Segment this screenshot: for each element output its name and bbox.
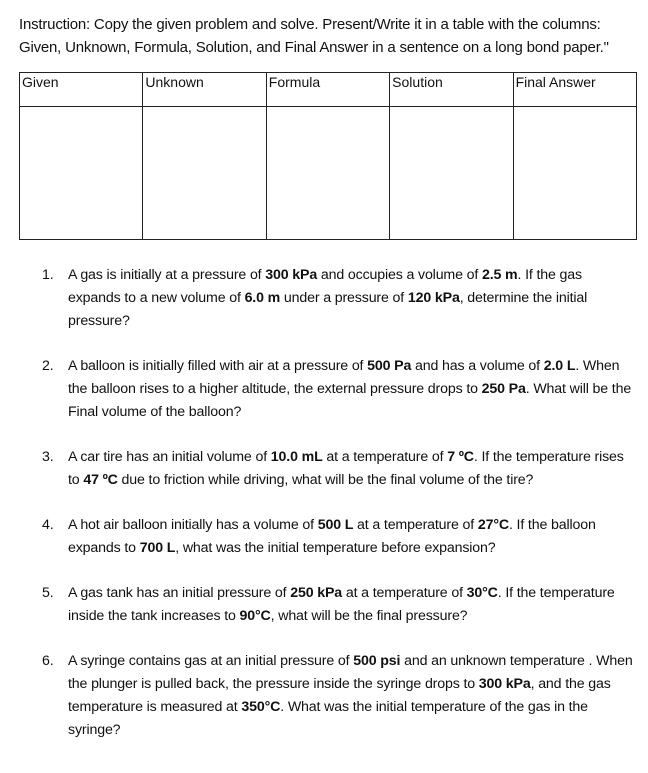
problem-text	[68, 517, 596, 556]
problem-text-segment: . If the gas expands to a new volume of	[68, 267, 582, 306]
problem-text-segment: and occupies a volume of	[317, 267, 482, 283]
problem-number: 1.	[42, 267, 54, 283]
problem-text-segment: . If the temperature rises to	[68, 449, 624, 488]
problem-value: 90°C	[239, 608, 271, 624]
problem-text-segment: under a pressure of	[280, 290, 408, 306]
problem-text-segment: at a temperature of	[342, 585, 467, 601]
problem-text-segment: A syringe contains gas at an initial pressure of	[68, 653, 354, 669]
problem-value: 500 L	[317, 517, 354, 533]
column-header-given: Given	[20, 73, 143, 107]
problem-item	[42, 650, 638, 742]
problem-text-segment: and an unknown temperature . When the plunger is pulled back, the pressure inside the syringe drops to	[68, 653, 633, 692]
problem-value: 7 ºC	[447, 449, 474, 465]
problem-number: 4.	[42, 517, 54, 533]
problem-value: 500 Pa	[367, 358, 412, 374]
problem-text-segment: . What will be the Final volume of the balloon?	[68, 381, 632, 420]
problem-text	[68, 449, 624, 488]
column-header-solution: Solution	[390, 73, 513, 107]
problem-text	[68, 267, 587, 329]
problem-text-segment: at a temperature of	[353, 517, 478, 533]
table-empty-row	[20, 107, 637, 240]
cell-given	[20, 107, 143, 240]
cell-formula	[266, 107, 389, 240]
problem-text-segment: A balloon is initially filled with air at a pressure of	[68, 358, 368, 374]
problem-item	[42, 264, 638, 333]
problem-value: 700 L	[139, 540, 176, 556]
problem-text-segment: , determine the initial pressure?	[68, 290, 588, 329]
problem-list	[42, 264, 638, 742]
problem-text-segment: at a temperature of	[322, 449, 448, 465]
problem-text-segment: and has a volume of	[411, 358, 544, 374]
problem-value: 47 ºC	[83, 472, 118, 488]
problem-value: 10.0 mL	[270, 449, 323, 465]
problem-text-segment: A gas is initially at a pressure of	[68, 267, 266, 283]
problem-value: 2.5 m	[481, 267, 518, 283]
problem-value: 6.0 m	[244, 290, 281, 306]
answer-table	[19, 72, 637, 240]
problem-text-segment: A gas tank has an initial pressure of	[68, 585, 291, 601]
problem-value: 250 kPa	[290, 585, 343, 601]
problem-text-segment: . If the balloon expands to	[68, 517, 596, 556]
problem-text-segment: , what will be the final pressure?	[270, 608, 468, 624]
problem-text-segment: due to friction while driving, what will be the final volume of the tire?	[117, 472, 534, 488]
problem-value: 250 Pa	[481, 381, 526, 397]
problem-text-segment: A car tire has an initial volume of	[68, 449, 271, 465]
problem-text-segment: , and the gas temperature is measured at	[68, 676, 611, 715]
problem-value: 120 kPa	[407, 290, 460, 306]
problem-text-segment: . What was the initial temperature of the gas in the syringe?	[68, 699, 588, 738]
problem-item	[42, 355, 638, 424]
problem-text	[68, 358, 631, 420]
cell-final-answer	[513, 107, 636, 240]
problem-text-segment: . When the balloon rises to a higher altitude, the external pressure drops to	[68, 358, 620, 397]
problem-text-segment: . If the temperature inside the tank increases to	[68, 585, 615, 624]
instruction-line-1: Instruction: Copy the given problem and solve. Present/Write it in a table with the columns:	[19, 16, 601, 33]
problem-value: 27°C	[477, 517, 509, 533]
problem-text-segment: A hot air balloon initially has a volume of	[68, 517, 318, 533]
problem-text	[68, 585, 615, 624]
problem-value: 30°C	[466, 585, 498, 601]
problem-value: 300 kPa	[478, 676, 531, 692]
problem-text-segment: , what was the initial temperature before expansion?	[175, 540, 496, 556]
problem-value: 300 kPa	[265, 267, 318, 283]
column-header-formula: Formula	[266, 73, 389, 107]
table-header-row	[20, 73, 637, 107]
problem-number: 5.	[42, 585, 54, 601]
problem-number: 2.	[42, 358, 54, 374]
problem-item	[42, 514, 638, 560]
problem-item	[42, 446, 638, 492]
problem-number: 3.	[42, 449, 54, 465]
column-header-final-answer: Final Answer	[513, 73, 636, 107]
problem-item	[42, 582, 638, 628]
cell-solution	[390, 107, 513, 240]
problem-text	[68, 653, 633, 738]
column-header-unknown: Unknown	[143, 73, 266, 107]
problem-value: 350°C	[241, 699, 281, 715]
instruction-line-2: Given, Unknown, Formula, Solution, and Final Answer in a sentence on a long bond paper."	[19, 39, 609, 56]
instruction-text	[19, 13, 634, 59]
cell-unknown	[143, 107, 266, 240]
problem-value: 500 psi	[353, 653, 401, 669]
problem-value: 2.0 L	[543, 358, 576, 374]
problem-number: 6.	[42, 653, 54, 669]
